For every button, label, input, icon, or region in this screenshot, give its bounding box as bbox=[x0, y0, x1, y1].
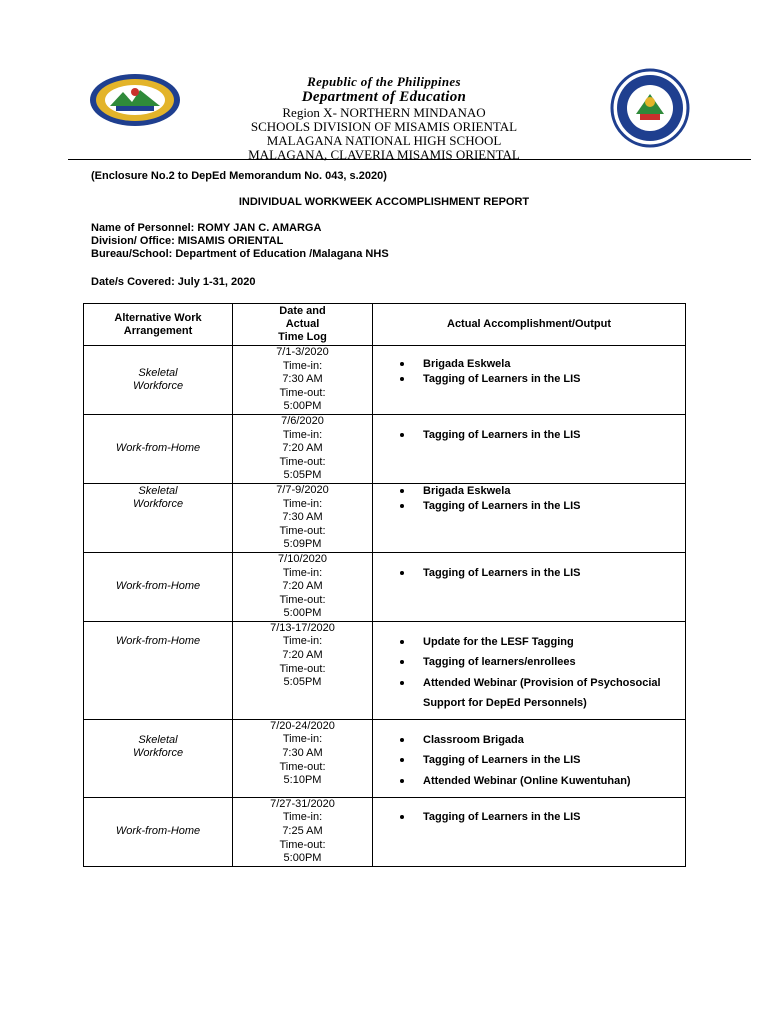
time-in-value: 7:30 AM bbox=[282, 373, 323, 386]
list-item: Brigada Eskwela bbox=[373, 484, 685, 499]
arrangement-label: Skeletal Workforce bbox=[132, 733, 184, 759]
enclosure-note: (Enclosure No.2 to DepEd Memorandum No. 043, s.2020) bbox=[91, 170, 387, 182]
accomplishment-cell bbox=[373, 483, 686, 552]
list-item: Tagging of Learners in the LIS bbox=[373, 499, 685, 514]
accomplishment-cell bbox=[373, 552, 686, 621]
table-row bbox=[84, 797, 686, 866]
personnel-name: Name of Personnel: ROMY JAN C. AMARGA bbox=[91, 222, 322, 234]
time-log-date: 7/20-24/2020 bbox=[270, 719, 335, 732]
time-out-label: Time-out: bbox=[279, 760, 326, 773]
arrangement-cell bbox=[84, 346, 233, 415]
time-in-value: 7:25 AM bbox=[282, 825, 323, 838]
arrangement-label: Work-from-Home bbox=[115, 442, 201, 455]
accomplishment-cell bbox=[373, 414, 686, 483]
republic-heading: Republic of the Philippines bbox=[307, 74, 461, 89]
accomplishment-cell bbox=[373, 346, 686, 415]
time-out-value: 5:00PM bbox=[283, 400, 322, 413]
time-in-label: Time-in: bbox=[282, 733, 323, 746]
time-log-cell bbox=[233, 552, 373, 621]
time-out-label: Time-out: bbox=[279, 838, 326, 851]
list-item: Tagging of Learners in the LIS bbox=[373, 750, 685, 771]
time-out-value: 5:10PM bbox=[283, 774, 322, 787]
list-item: Tagging of learners/enrollees bbox=[373, 652, 681, 673]
address-line: MALAGANA, CLAVERIA MISAMIS ORIENTAL bbox=[248, 147, 520, 162]
time-out-label: Time-out: bbox=[279, 455, 326, 468]
school-line: MALAGANA NATIONAL HIGH SCHOOL bbox=[266, 133, 502, 148]
time-log-cell bbox=[233, 346, 373, 415]
department-heading: Department of Education bbox=[301, 89, 467, 105]
time-out-value: 5:00PM bbox=[283, 607, 322, 620]
time-log-cell bbox=[233, 483, 373, 552]
header-date-log-line: Actual bbox=[285, 318, 320, 330]
time-log-cell bbox=[233, 797, 373, 866]
time-out-value: 5:09PM bbox=[283, 538, 322, 551]
time-in-value: 7:20 AM bbox=[282, 442, 323, 455]
time-out-value: 5:05PM bbox=[283, 469, 322, 482]
time-in-label: Time-in: bbox=[282, 566, 323, 579]
time-out-value: 5:05PM bbox=[283, 676, 322, 689]
time-log-cell bbox=[233, 414, 373, 483]
table-row bbox=[84, 552, 686, 621]
division-line: SCHOOLS DIVISION OF MISAMIS ORIENTAL bbox=[250, 119, 518, 134]
time-log-date: 7/7-9/2020 bbox=[276, 483, 329, 496]
table-row bbox=[84, 719, 686, 797]
time-in-value: 7:20 AM bbox=[282, 580, 323, 593]
list-item: Tagging of Learners in the LIS bbox=[373, 428, 685, 443]
division-office: Division/ Office: MISAMIS ORIENTAL bbox=[91, 235, 284, 247]
header-arrangement-label: Alternative Work Arrangement bbox=[114, 311, 202, 337]
table-row bbox=[84, 414, 686, 483]
arrangement-label: Work-from-Home bbox=[115, 580, 201, 593]
accomplishment-cell bbox=[373, 797, 686, 866]
time-in-value: 7:30 AM bbox=[282, 511, 323, 524]
table-header-row bbox=[84, 304, 686, 346]
letterhead bbox=[0, 74, 768, 162]
time-out-label: Time-out: bbox=[279, 386, 326, 399]
dates-covered: Date/s Covered: July 1-31, 2020 bbox=[91, 276, 256, 288]
time-log-date: 7/27-31/2020 bbox=[270, 797, 335, 810]
time-in-value: 7:20 AM bbox=[282, 649, 323, 662]
list-item: Attended Webinar (Provision of Psychosocial Support for DepEd Personnels) bbox=[373, 673, 681, 714]
table-row bbox=[84, 346, 686, 415]
time-log-date: 7/13-17/2020 bbox=[270, 621, 335, 634]
arrangement-label: Skeletal Workforce bbox=[132, 366, 184, 392]
list-item: Brigada Eskwela bbox=[373, 357, 685, 372]
header-date-log-line: Date and bbox=[279, 305, 326, 317]
header-date-log bbox=[233, 304, 373, 346]
arrangement-label: Skeletal Workforce bbox=[132, 484, 184, 510]
bureau-school: Bureau/School: Department of Education /Malagana NHS bbox=[91, 248, 389, 260]
time-log-date: 7/1-3/2020 bbox=[276, 346, 329, 358]
list-item: Tagging of Learners in the LIS bbox=[373, 372, 685, 387]
header-date-log-line: Time Log bbox=[278, 331, 327, 343]
header-arrangement bbox=[84, 304, 233, 346]
time-in-label: Time-in: bbox=[282, 811, 323, 824]
time-log-cell bbox=[233, 621, 373, 719]
list-item: Update for the LESF Tagging bbox=[373, 632, 681, 653]
arrangement-label: Work-from-Home bbox=[115, 825, 201, 838]
header-accomplishment: Actual Accomplishment/Output bbox=[373, 304, 686, 346]
time-log-date: 7/10/2020 bbox=[278, 552, 327, 565]
time-in-label: Time-in: bbox=[282, 497, 323, 510]
list-item: Classroom Brigada bbox=[373, 730, 685, 751]
time-out-label: Time-out: bbox=[279, 524, 326, 537]
time-log-cell bbox=[233, 719, 373, 797]
time-in-value: 7:30 AM bbox=[282, 747, 323, 760]
region-line: Region X- NORTHERN MINDANAO bbox=[282, 105, 486, 120]
time-in-label: Time-in: bbox=[282, 635, 323, 648]
letterhead-divider bbox=[68, 159, 751, 160]
time-out-label: Time-out: bbox=[279, 593, 326, 606]
table-row bbox=[84, 621, 686, 719]
accomplishment-cell bbox=[373, 719, 686, 797]
accomplishment-table bbox=[83, 303, 686, 867]
arrangement-cell bbox=[84, 797, 233, 866]
table-row bbox=[84, 483, 686, 552]
arrangement-cell bbox=[84, 483, 233, 552]
time-out-label: Time-out: bbox=[279, 662, 326, 675]
arrangement-cell bbox=[84, 719, 233, 797]
time-log-date: 7/6/2020 bbox=[281, 414, 324, 427]
time-out-value: 5:00PM bbox=[283, 852, 322, 865]
arrangement-cell bbox=[84, 414, 233, 483]
arrangement-cell bbox=[84, 621, 233, 719]
arrangement-label: Work-from-Home bbox=[115, 634, 201, 647]
list-item: Attended Webinar (Online Kuwentuhan) bbox=[373, 771, 685, 792]
report-title: INDIVIDUAL WORKWEEK ACCOMPLISHMENT REPORT bbox=[238, 196, 530, 208]
accomplishment-cell bbox=[373, 621, 686, 719]
list-item: Tagging of Learners in the LIS bbox=[373, 810, 685, 825]
time-in-label: Time-in: bbox=[282, 428, 323, 441]
arrangement-cell bbox=[84, 552, 233, 621]
list-item: Tagging of Learners in the LIS bbox=[373, 566, 685, 581]
time-in-label: Time-in: bbox=[282, 359, 323, 372]
